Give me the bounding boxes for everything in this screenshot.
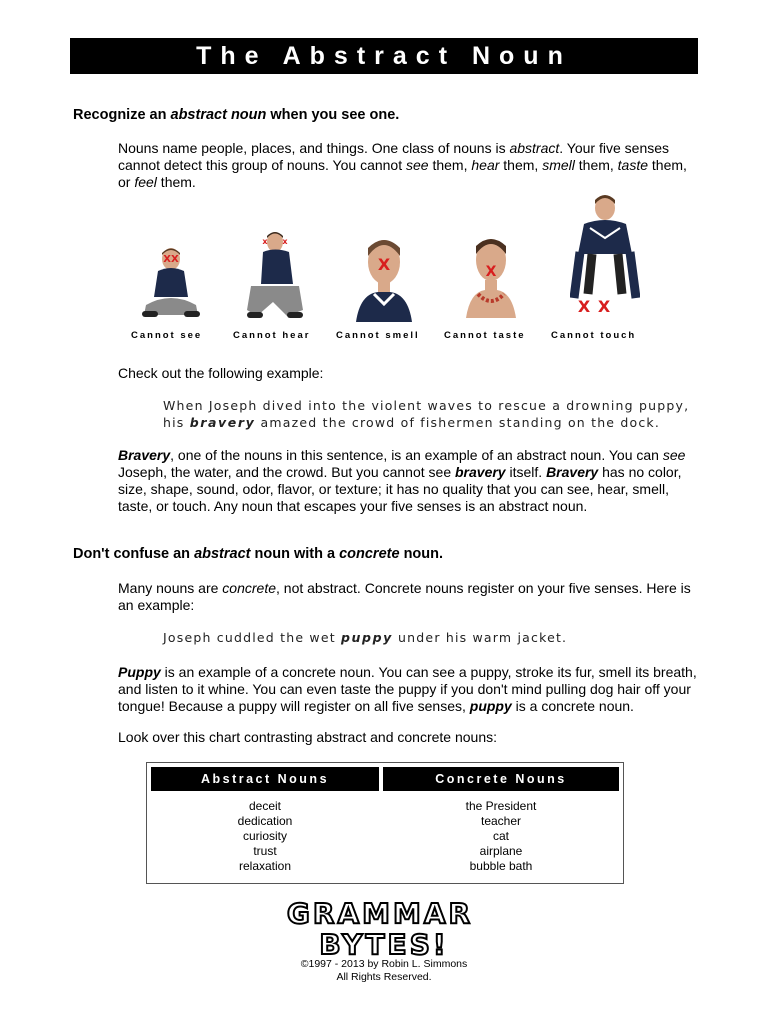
list-item: trust: [253, 844, 277, 858]
list-item: dedication: [237, 814, 293, 828]
list-item: cat: [492, 829, 509, 843]
list-item: teacher: [480, 814, 522, 828]
caption-cannot-hear: Cannot hear: [233, 330, 311, 341]
puppy-example-sentence: Joseph cuddled the wet puppy under his warm jacket.: [163, 630, 568, 645]
grammar-bytes-logo: [270, 896, 490, 958]
copyright-footer: [234, 958, 534, 984]
svg-text:x: x: [282, 237, 288, 246]
cannot-smell-figure: [356, 232, 412, 322]
logo-line-1: GRAMMAR: [286, 897, 474, 930]
concrete-nouns-header: Concrete Nouns: [383, 767, 619, 791]
cannot-hear-figure: [243, 230, 307, 320]
bravery-explanation: Bravery, one of the nouns in this sentence, is an example of an abstract noun. You can see Joseph, the water, and the crowd. But you cannot see bravery itself. Bravery has no color, size, shape, sound, odor, flavor, or texture; it has no quality that you can see, hear, smell, taste, or touch. Any noun that escapes your five senses is an abstract noun.: [118, 447, 686, 514]
caption-cannot-taste: Cannot taste: [444, 330, 526, 341]
page-title: The Abstract Noun: [70, 38, 698, 74]
svg-text:X: X: [577, 297, 591, 316]
abstract-nouns-header: Abstract Nouns: [151, 767, 379, 791]
list-item: the President: [465, 799, 537, 813]
list-item: deceit: [248, 799, 282, 813]
section-heading-recognize: Recognize an abstract noun when you see one.: [73, 107, 400, 123]
svg-text:X: X: [597, 297, 611, 316]
list-item: airplane: [479, 844, 523, 858]
list-item: curiosity: [242, 829, 287, 843]
abstract-nouns-list: [151, 799, 379, 874]
intro-paragraph: Nouns name people, places, and things. One class of nouns is abstract. Your five senses cannot detect this group of nouns. You cannot see them, hear them, smell them, taste them, or feel them.: [118, 140, 687, 190]
cannot-touch-figure: [570, 194, 640, 318]
caption-cannot-smell: Cannot smell: [336, 330, 420, 341]
svg-text:X: X: [485, 264, 497, 280]
list-item: bubble bath: [469, 859, 533, 873]
logo-line-2: BYTES!: [319, 928, 449, 958]
check-example-text: Check out the following example:: [118, 365, 324, 381]
cannot-taste-figure: [464, 232, 518, 318]
concrete-intro: Many nouns are concrete, not abstract. Concrete nouns register on your five senses. Here is an example:: [118, 580, 691, 613]
svg-text:x: x: [262, 237, 268, 246]
svg-text:XX: XX: [163, 254, 179, 265]
section-heading-concrete: Don't confuse an abstract noun with a concrete noun.: [73, 546, 444, 562]
list-item: relaxation: [238, 859, 292, 873]
noun-comparison-chart: [146, 762, 624, 884]
bravery-example-sentence: When Joseph dived into the violent waves to rescue a drowning puppy, his bravery amazed the crowd of fishermen standing on the dock.: [163, 398, 690, 430]
cannot-see-figure: [138, 247, 204, 319]
caption-cannot-touch: Cannot touch: [551, 330, 637, 341]
copyright-line: ©1997 - 2013 by Robin L. Simmons: [300, 958, 468, 970]
chart-intro-text: Look over this chart contrasting abstract and concrete nouns:: [118, 729, 497, 745]
rights-line: All Rights Reserved.: [336, 971, 432, 983]
five-senses-illustration: [118, 192, 658, 352]
caption-cannot-see: Cannot see: [131, 330, 203, 341]
svg-text:X: X: [377, 255, 391, 274]
puppy-explanation: Puppy is an example of a concrete noun. You can see a puppy, stroke its fur, smell its breath, and listen to it whine. You can even taste the puppy if you don't mind pulling dog hair off your tongue! Because a puppy will register on all five senses, puppy is a concrete noun.: [118, 664, 697, 714]
concrete-nouns-list: [383, 799, 619, 874]
